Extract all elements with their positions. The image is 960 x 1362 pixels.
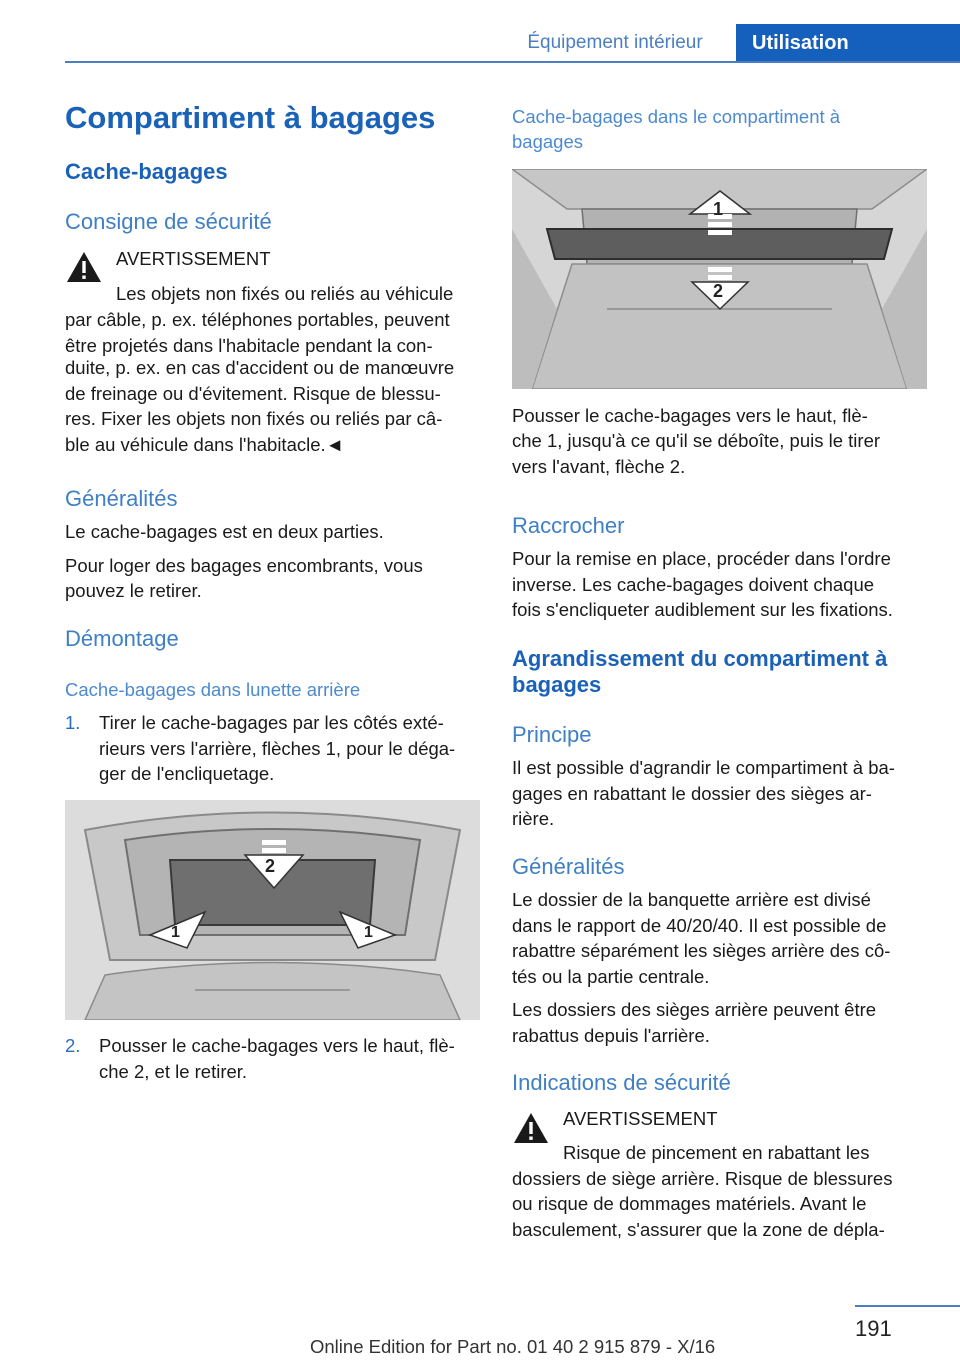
warning-line: ou risque de dommages matériels. Avant le xyxy=(512,1193,867,1214)
body-text: vers l'avant, flèche 2. xyxy=(512,456,686,477)
arrow-label: 2 xyxy=(713,281,724,301)
body-text: Le dossier de la banquette arrière est divisé xyxy=(512,889,871,910)
warning-icon xyxy=(512,1111,550,1145)
body-text: dans le rapport de 40/20/40. Il est possible de xyxy=(512,915,887,936)
cargo-cover-illustration xyxy=(512,169,927,389)
removal-heading: Démontage xyxy=(65,626,179,651)
body-text: rière. xyxy=(512,808,555,829)
warning-line: de freinage ou d'évitement. Risque de blessu‐ xyxy=(65,383,441,404)
warning-line: ble au véhicule dans l'habitacle.◄ xyxy=(65,434,344,455)
warning-icon xyxy=(65,250,103,284)
step-text: ger de l'encliquetage. xyxy=(99,763,275,784)
body-text: Pousser le cache-bagages vers le haut, flè‐ xyxy=(512,405,868,426)
warning-line: duite, p. ex. en cas d'accident ou de manœuvre xyxy=(65,357,455,378)
arrow-label: 1 xyxy=(364,924,373,941)
body-text: Pour la remise en place, procéder dans l'ordre xyxy=(512,548,891,569)
step-number: 1. xyxy=(65,712,81,733)
body-text: rabattre séparément les sièges arrière des cô‐ xyxy=(512,940,891,961)
body-text: tés ou la partie centrale. xyxy=(512,966,710,987)
header-rule xyxy=(65,61,960,63)
step-text: che 2, et le retirer. xyxy=(99,1061,248,1082)
step-text: Pousser le cache-bagages vers le haut, flè‐ xyxy=(99,1035,455,1056)
body-text: che 1, jusqu'à ce qu'il se déboîte, puis le tirer xyxy=(512,430,881,451)
body-text: rabattus depuis l'arrière. xyxy=(512,1025,710,1046)
warning-line: res. Fixer les objets non fixés ou reliés par câ‐ xyxy=(65,408,443,429)
arrow-label: 1 xyxy=(713,199,724,219)
step-number: 2. xyxy=(65,1035,81,1056)
warning-line: dossiers de siège arrière. Risque de blessures xyxy=(512,1168,893,1189)
safety-heading: Indications de sécurité xyxy=(512,1070,731,1095)
page-title: Compartiment à bagages xyxy=(65,100,436,135)
warning-line: par câble, p. ex. téléphones portables, peuvent xyxy=(65,309,450,330)
rear-window-heading: Cache-bagages dans lunette arrière xyxy=(65,679,361,700)
step-text: rieurs vers l'arrière, flèches 1, pour le déga‐ xyxy=(99,738,456,759)
rear-shelf-illustration xyxy=(65,800,480,1020)
body-text: Il est possible d'agrandir le compartiment à ba‐ xyxy=(512,757,895,778)
warning-line: Les objets non fixés ou reliés au véhicule xyxy=(116,283,454,304)
body-text: inverse. Les cache-bagages doivent chaque xyxy=(512,574,875,595)
general-text: Pour loger des bagages encombrants, vous xyxy=(65,555,423,576)
enlarge-heading: bagages xyxy=(512,672,602,697)
cargo-cover-heading: bagages xyxy=(512,131,583,152)
safety-heading: Consigne de sécurité xyxy=(65,209,272,234)
arrow-label: 1 xyxy=(171,924,180,941)
tab-utilisation[interactable]: Utilisation xyxy=(736,24,960,63)
warning-label: AVERTISSEMENT xyxy=(563,1108,718,1129)
cargo-cover-heading: Cache-bagages dans le compartiment à xyxy=(512,106,841,127)
edition-footer: Online Edition for Part no. 01 40 2 915 879 - X/16 xyxy=(310,1336,716,1357)
footer-rule xyxy=(855,1305,960,1307)
arrow-label: 2 xyxy=(265,856,276,876)
body-text: Les dossiers des sièges arrière peuvent être xyxy=(512,999,877,1020)
general-text: Le cache-bagages est en deux parties. xyxy=(65,521,384,542)
subtitle: Cache-bagages xyxy=(65,159,228,184)
section-title: Équipement intérieur xyxy=(527,32,703,53)
general-heading: Généralités xyxy=(512,854,625,879)
warning-line: basculement, s'assurer que la zone de dépla‐ xyxy=(512,1219,885,1240)
warning-line: être projetés dans l'habitacle pendant la con‐ xyxy=(65,335,433,356)
warning-label: AVERTISSEMENT xyxy=(116,248,271,269)
step-text: Tirer le cache-bagages par les côtés exté‐ xyxy=(99,712,444,733)
general-heading: Généralités xyxy=(65,486,178,511)
page-number: 191 xyxy=(855,1316,892,1341)
warning-line: Risque de pincement en rabattant les xyxy=(563,1142,870,1163)
body-text: fois s'encliqueter audiblement sur les fixations. xyxy=(512,599,893,620)
enlarge-heading: Agrandissement du compartiment à xyxy=(512,646,888,671)
principle-heading: Principe xyxy=(512,722,592,747)
rehang-heading: Raccrocher xyxy=(512,513,625,538)
body-text: gages en rabattant le dossier des sièges ar‐ xyxy=(512,783,872,804)
general-text: pouvez le retirer. xyxy=(65,580,202,601)
